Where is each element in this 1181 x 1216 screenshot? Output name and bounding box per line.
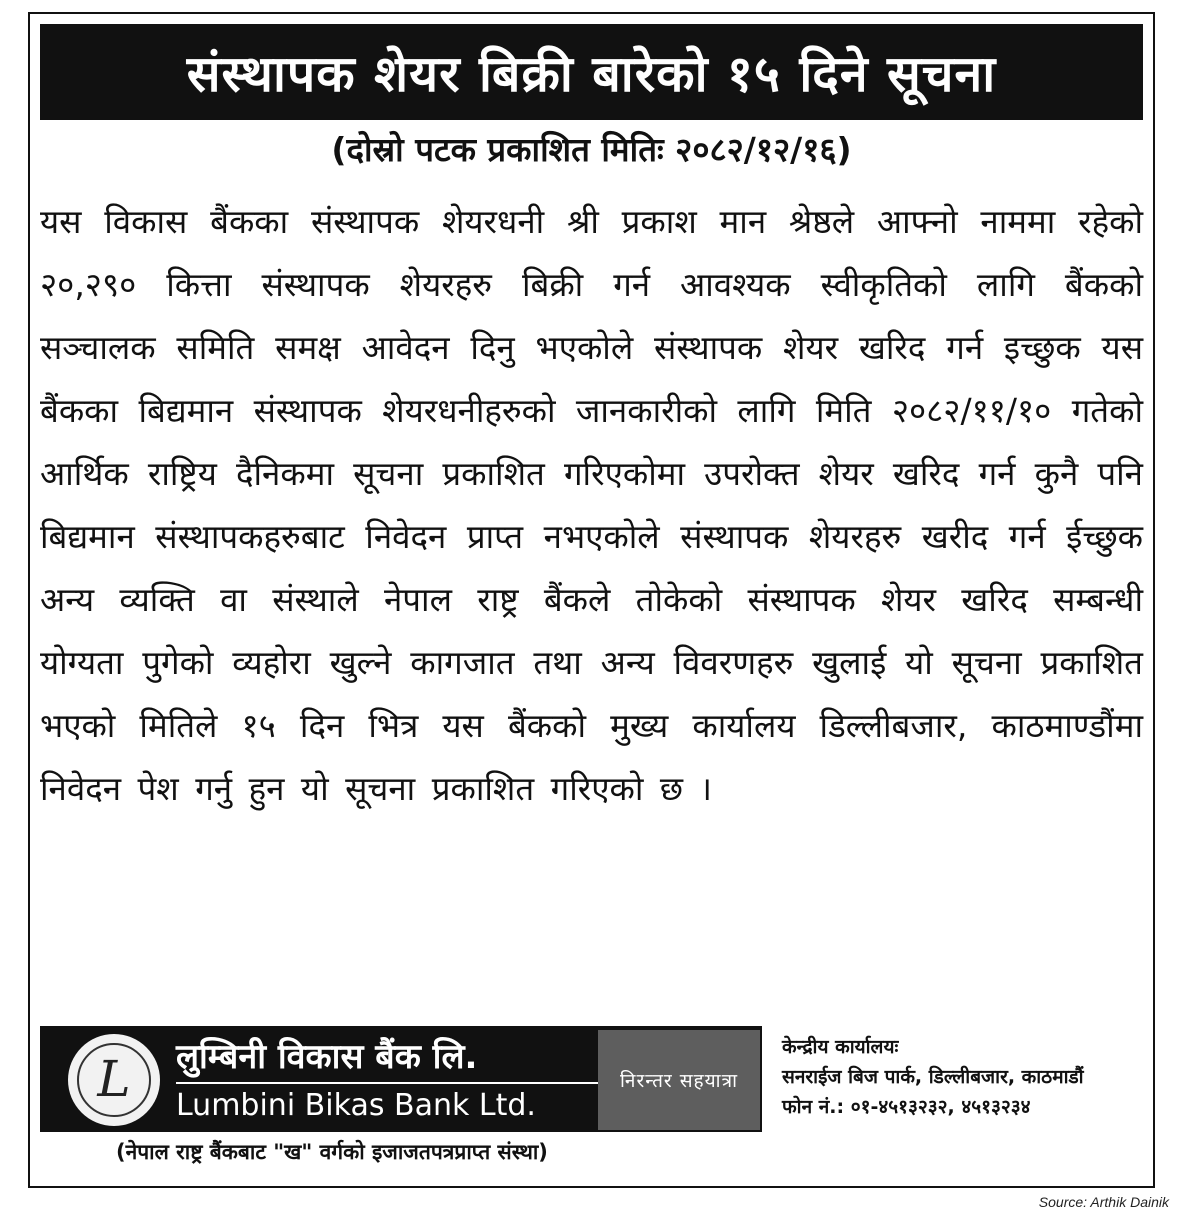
- notice-subtitle: (दोस्रो पटक प्रकाशित मितिः २०८२/१२/१६): [331, 130, 852, 169]
- notice-frame: [28, 12, 1155, 1188]
- bank-logo-letter: L: [97, 1050, 131, 1108]
- license-note: (नेपाल राष्ट्र बैंकबाट "ख" वर्गको इजाजतपत्रप्राप्त संस्था): [116, 1140, 548, 1164]
- notice-title: संस्थापक शेयर बिक्री बारेको १५ दिने सूचना: [40, 24, 1143, 120]
- bank-banner: [40, 1026, 762, 1132]
- notice-body: यस विकास बैंकका संस्थापक शेयरधनी श्री प्रकाश मान श्रेष्ठले आफ्नो नाममा रहेको २०,२९० कित्ता संस्थापक शेयरहरु बिक्री गर्न आवश्यक स्वीकृतिको लागि बैंकको सञ्चालक समिति समक्ष आवेदन दिनु भएकोले संस्थापक शेयर खरिद गर्न इच्छुक यस बैंकका बिद्यमान संस्थापक शेयरधनीहरुको जानकारीको लागि मिति २०८२/११/१० गतेको आर्थिक राष्ट्रिय दैनिकमा सूचना प्रकाशित गरिएकोमा उपरोक्त शेयर खरिद गर्न कुनै पनि बिद्यमान संस्थापकहरुबाट निवेदन प्राप्त नभएकोले संस्थापक शेयरहरु खरीद गर्न ईच्छुक अन्य व्यक्ति वा संस्थाले नेपाल राष्ट्र बैंकले तोकेको संस्थापक शेयर खरिद सम्बन्धी योग्यता पुगेको व्यहोरा खुल्ने कागजात तथा अन्य विवरणहरु खुलाई यो सूचना प्रकाशित भएको मितिले १५ दिन भित्र यस बैंकको मुख्य कार्यालय डिल्लीबजार, काठमाण्डौंमा निवेदन पेश गर्नु हुन यो सूचना प्रकाशित गरिएको छ ।: [40, 202, 1143, 808]
- source-credit: Source: Arthik Dainik: [1038, 1194, 1169, 1210]
- bank-name-nepali: लुम्बिनी विकास बैंक लि.: [176, 1034, 616, 1084]
- bank-tagline: निरन्तर सहयात्रा: [598, 1030, 760, 1130]
- bank-name-english: Lumbini Bikas Bank Ltd.: [176, 1088, 536, 1123]
- contact-block: [782, 1032, 1152, 1122]
- bank-logo-glyph: [74, 1040, 154, 1120]
- notice-footer: [40, 1026, 1143, 1178]
- bank-names: [176, 1034, 616, 1128]
- contact-phone: फोन नं.: ०१-४५१३२३२, ४५१३२३४: [782, 1096, 1031, 1118]
- contact-address: सनराईज बिज पार्क, डिल्लीबजार, काठमाडौं: [782, 1066, 1084, 1088]
- contact-heading: केन्द्रीय कार्यालयः: [782, 1036, 899, 1058]
- bank-logo-icon: [68, 1034, 160, 1126]
